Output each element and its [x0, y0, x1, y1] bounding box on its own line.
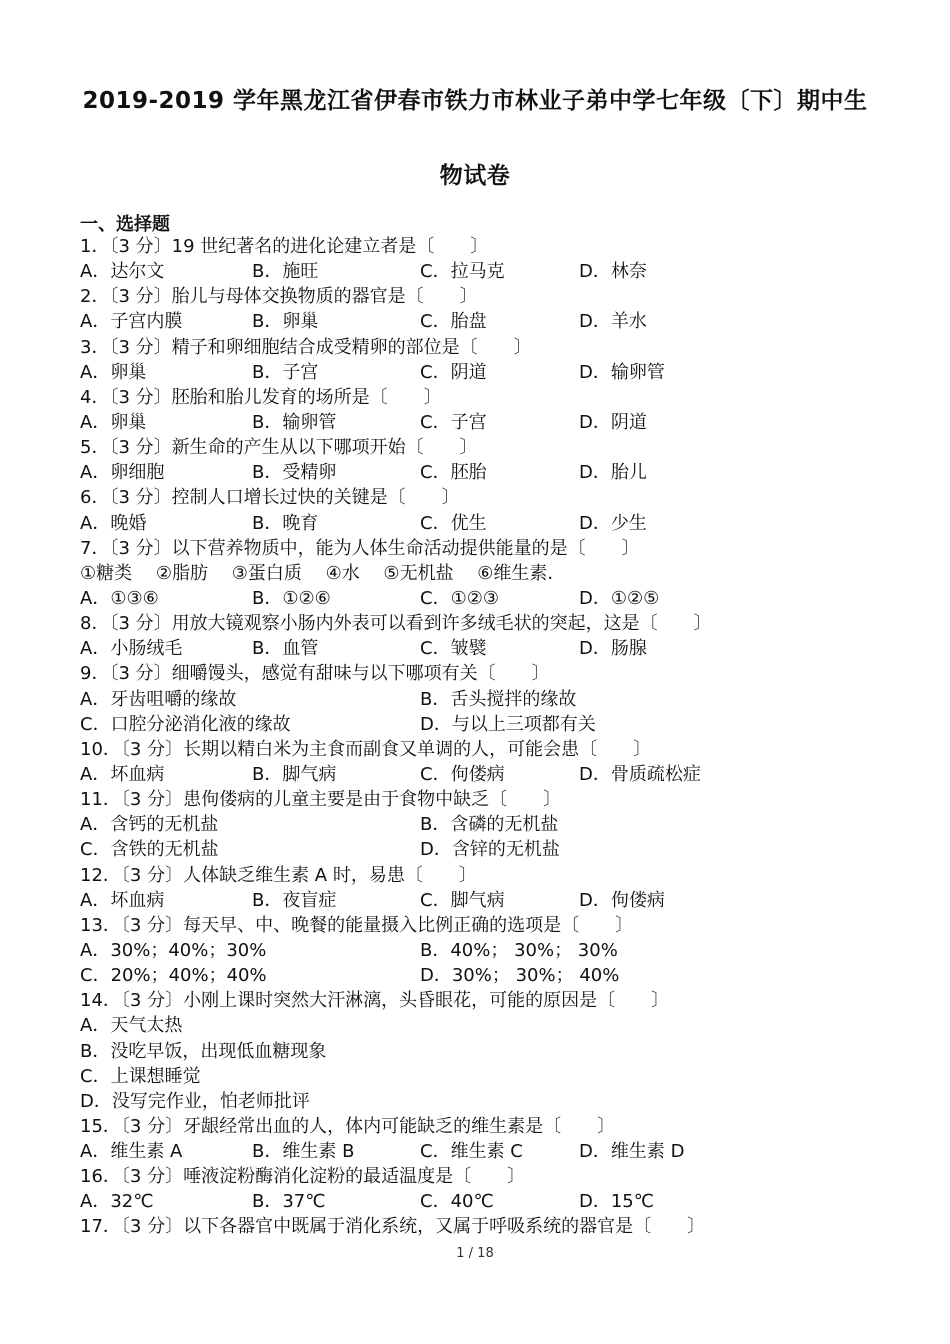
answer-option: C．拉马克 [420, 261, 505, 283]
question-text: 1．〔3 分〕19 世纪著名的进化论建立者是〔 〕 [80, 236, 489, 257]
answer-option: D．肠腺 [579, 638, 647, 660]
answer-option: A．卵细胞 [80, 462, 165, 484]
answer-option: B．受精卵 [252, 462, 337, 484]
question-text: 13．〔3 分〕每天早、中、晚餐的能量摄入比例正确的选项是〔 〕 [80, 914, 634, 936]
question-text: 14．〔3 分〕小刚上课时突然大汗淋漓，头昏眼花，可能的原因是〔 〕 [80, 990, 670, 1012]
question-text: C．上课想睡觉 [80, 1065, 201, 1087]
title-line-2: 物试卷 [439, 163, 511, 189]
options-row [80, 636, 900, 661]
answer-option: B．血管 [252, 638, 319, 660]
question-text: 15．〔3 分〕牙龈经常出血的人，体内可能缺乏的维生素是〔 〕 [80, 1115, 616, 1137]
options-row [80, 460, 900, 485]
answer-option: A．牙齿咀嚼的缘故 [80, 688, 237, 710]
answer-option: A．卵巢 [80, 411, 147, 433]
options-row [80, 1189, 900, 1214]
question-list [80, 234, 900, 1240]
question-text: 9．〔3 分〕细嚼馒头，感觉有甜味与以下哪项有关〔 〕 [80, 663, 550, 685]
answer-option: D．维生素 D [579, 1141, 685, 1163]
answer-option: B．脚气病 [252, 763, 337, 785]
question-text: ①糖类 ②脂肪 ③蛋白质 ④水 ⑤无机盐 ⑥维生素． [80, 562, 566, 584]
answer-option: D．①②⑤ [579, 587, 660, 609]
options-row [80, 712, 900, 737]
answer-option: D．羊水 [579, 311, 647, 333]
answer-option: C．脚气病 [420, 889, 505, 911]
answer-option: A．小肠绒毛 [80, 638, 183, 660]
answer-option: B．37℃ [252, 1191, 326, 1213]
answer-option: B．子宫 [252, 361, 319, 383]
section-heading: 一、选择题 [80, 214, 170, 235]
answer-option: A．①③⑥ [80, 587, 159, 609]
answer-option: C．20%；40%；40% [80, 965, 267, 987]
answer-option: B．40%； 30%； 30% [420, 939, 618, 961]
answer-option: A．达尔文 [80, 261, 165, 283]
question-text: 12．〔3 分〕人体缺乏维生素 A 时，易患〔 〕 [80, 864, 477, 886]
answer-option: B．维生素 B [252, 1141, 355, 1163]
options-row [80, 812, 900, 837]
answer-option: D．含锌的无机盐 [420, 839, 560, 861]
answer-option: D．输卵管 [579, 361, 665, 383]
question-text: 5．〔3 分〕新生命的产生从以下哪项开始〔 〕 [80, 437, 478, 459]
answer-option: C．子宫 [420, 411, 487, 433]
answer-option: D．林奈 [579, 261, 647, 283]
answer-option: D．胎儿 [579, 462, 647, 484]
options-row [80, 963, 900, 988]
answer-option: B．夜盲症 [252, 889, 337, 911]
answer-option: B．施旺 [252, 261, 319, 283]
answer-option: C．含铁的无机盐 [80, 839, 219, 861]
answer-option: D．阴道 [579, 411, 647, 433]
question-text: A．天气太热 [80, 1015, 183, 1037]
answer-option: C．维生素 C [420, 1141, 523, 1163]
options-row [80, 888, 900, 913]
question-text: 11．〔3 分〕患佝偻病的儿童主要是由于食物中缺乏〔 〕 [80, 789, 562, 811]
answer-option: C．胎盘 [420, 311, 487, 333]
answer-option: A．含钙的无机盐 [80, 814, 219, 836]
options-row [80, 1139, 900, 1164]
answer-option: A．晚婚 [80, 512, 147, 534]
answer-option: B．卵巢 [252, 311, 319, 333]
question-text: 6．〔3 分〕控制人口增长过快的关键是〔 〕 [80, 487, 460, 509]
answer-option: B．含磷的无机盐 [420, 814, 559, 836]
question-text: 16．〔3 分〕唾液淀粉酶消化淀粉的最适温度是〔 〕 [80, 1166, 526, 1188]
answer-option: B．舌头搅拌的缘故 [420, 688, 577, 710]
question-text: 17．〔3 分〕以下各器官中既属于消化系统，又属于呼吸系统的器官是〔 〕 [80, 1216, 706, 1238]
question-text: 4．〔3 分〕胚胎和胎儿发育的场所是〔 〕 [80, 386, 442, 408]
answer-option: C．口腔分泌消化液的缘故 [80, 713, 291, 735]
options-row [80, 259, 900, 284]
answer-option: A．子宫内膜 [80, 311, 183, 333]
question-text: 10．〔3 分〕长期以精白米为主食而副食又单调的人，可能会患〔 〕 [80, 738, 652, 760]
answer-option: D．与以上三项都有关 [420, 713, 596, 735]
answer-option: B．晚育 [252, 512, 319, 534]
answer-option: A．卵巢 [80, 361, 147, 383]
question-text: 7．〔3 分〕以下营养物质中，能为人体生命活动提供能量的是〔 〕 [80, 537, 640, 559]
answer-option: D．骨质疏松症 [579, 763, 701, 785]
answer-option: C．①②③ [420, 587, 499, 609]
answer-option: C．胚胎 [420, 462, 487, 484]
options-row [80, 837, 900, 862]
options-row [80, 586, 900, 611]
question-text: 8．〔3 分〕用放大镜观察小肠内外表可以看到许多绒毛状的突起，这是〔 〕 [80, 613, 712, 635]
answer-option: B．输卵管 [252, 411, 337, 433]
page-number: 1 / 18 [456, 1246, 494, 1261]
title-line-1: 2019-2019 学年黑龙江省伊春市铁力市林业子弟中学七年级〔下〕期中生 [82, 88, 868, 114]
answer-option: D．30%； 30%； 40% [420, 965, 620, 987]
question-text: 2．〔3 分〕胎儿与母体交换物质的器官是〔 〕 [80, 286, 478, 308]
answer-option: C．皱襞 [420, 638, 487, 660]
answer-option: A．坏血病 [80, 763, 165, 785]
options-row [80, 309, 900, 334]
answer-option: C．阴道 [420, 361, 487, 383]
answer-option: A．30%；40%；30% [80, 939, 267, 961]
answer-option: A．坏血病 [80, 889, 165, 911]
answer-option: A．32℃ [80, 1191, 154, 1213]
options-row [80, 410, 900, 435]
answer-option: C．优生 [420, 512, 487, 534]
options-row [80, 762, 900, 787]
answer-option: D．少生 [579, 512, 647, 534]
answer-option: B．①②⑥ [252, 587, 331, 609]
options-row [80, 938, 900, 963]
answer-option: C．40℃ [420, 1191, 494, 1213]
answer-option: A．维生素 A [80, 1141, 183, 1163]
question-text: B．没吃早饭，出现低血糖现象 [80, 1040, 327, 1062]
question-text: D．没写完作业，怕老师批评 [80, 1090, 310, 1112]
question-text: 3．〔3 分〕精子和卵细胞结合成受精卵的部位是〔 〕 [80, 336, 532, 358]
answer-option: D．15℃ [579, 1191, 654, 1213]
options-row [80, 360, 900, 385]
answer-option: D．佝偻病 [579, 889, 665, 911]
options-row [80, 687, 900, 712]
options-row [80, 511, 900, 536]
answer-option: C．佝偻病 [420, 763, 505, 785]
